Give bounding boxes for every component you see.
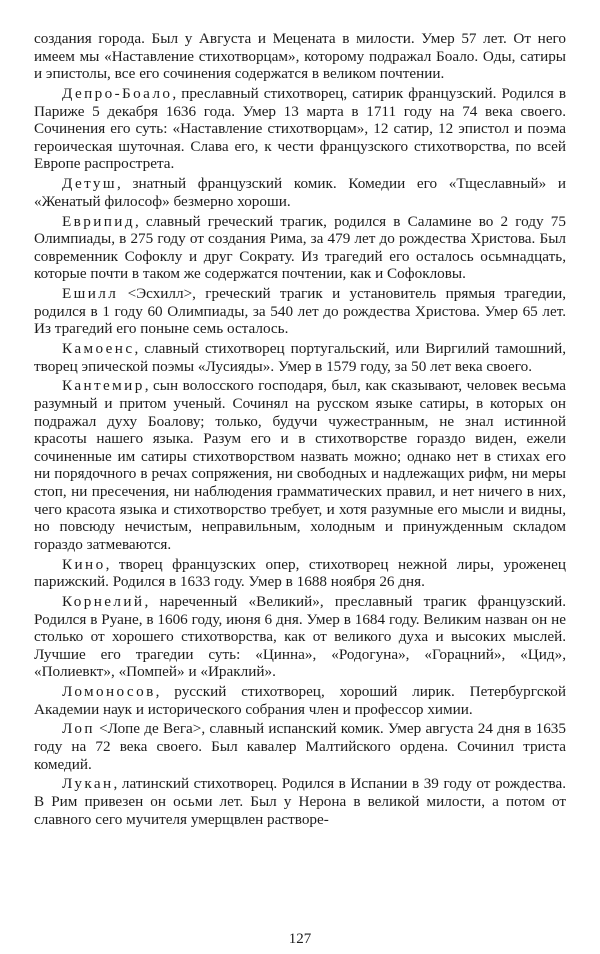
entry-horace-continued <box>34 30 566 83</box>
entry-euripides <box>34 213 566 283</box>
entry-text: , знатный французский комик. Комедии его «Тщеславный» и «Женатый философ» безмерно хороши. <box>34 175 566 210</box>
entry-aeschylus <box>34 285 566 338</box>
page-number: 127 <box>288 931 312 947</box>
entry-destouches <box>34 175 566 210</box>
entry-quinault <box>34 556 566 591</box>
entry-corneille <box>34 593 566 681</box>
entry-headword: Лукан <box>62 775 114 793</box>
entry-camoes <box>34 340 566 375</box>
entry-lope-de-vega <box>34 720 566 773</box>
dictionary-page-body <box>34 30 566 830</box>
entry-text: , сын волосского господаря, был, как сказывают, человек весьма разумный и притом ученый. Сочинял на русском языке сатиры, в которых он подражал духу Боалову; только, будучи чужестранным, не знал истинной красоты нашего языка. Разум его и в стихотворстве гораздо виден, ежели сочиненные им сатиры стихотворством назвать можно; однако нет в стихах его ни порядочного в речах сопряжения, ни свободных и надлежащих рифм, ни меры стоп, ни пресечения, ни наблюдения грамматических правил, и нет ничего в них, чего красота языка и стихотворство требует, и хотя разумные его мысли и видны, но повсюду нечистым, неправильным, холодным и принужденным складом гораздо затмеваются. <box>34 377 566 553</box>
entry-headword: Депро-Боало <box>62 84 173 102</box>
entry-headword: Детуш <box>62 175 118 193</box>
entry-text: , славный греческий трагик, родился в Саламине во 2 году 75 Олимпиады, в 275 году от создания Рима, за 479 лет до рождества Христова. Был современник Софоклу и друг Сократу. Из трагедий его осталось осьмнадцать, которые почти в таком же содержатся почтении, как и Софокловы. <box>34 212 566 283</box>
entry-headword: Камоенс <box>62 340 135 358</box>
entry-text: , славный стихотворец португальский, или Виргилий тамошний, творец эпической поэмы «Лусияды». Умер в 1579 году, за 50 лет века своего. <box>34 340 566 375</box>
entry-lomonosov <box>34 683 566 718</box>
entry-text: , нареченный «Великий», преславный трагик французский. Родился в Руане, в 1606 году, июня 6 дня. Умер в 1684 году. Великим назван он не столько от хорошего стихотворства, как от великого духа и высоких мыслей. Лучшие его трагедии суть: «Цинна», «Родогуна», «Горацний», «Цид», «Полиевкт», «Помпей» и «Ираклий». <box>34 592 566 681</box>
entry-kantemir <box>34 377 566 553</box>
entry-headword: Кино <box>62 555 106 573</box>
entry-text: создания города. Был у Августа и Мецената в милости. Умер 57 лет. От него имеем мы «Наставление стихотворцам», которому подражал Боало. Оды, сатиры и эпистолы, все его сочинения содержатся в великом почтении. <box>34 30 566 83</box>
entry-headword: Корнелий <box>62 592 145 610</box>
entry-text: , латинский стихотворец. Родился в Испании в 39 году от рождества. В Рим привезен он осьми лет. Был у Нерона в великой милости, а потом от славного сего мучителя умерщвлен растворе- <box>34 775 566 828</box>
entry-text: <Лопе де Вега>, славный испанский комик. Умер августа 24 дня в 1635 году на 72 века своего. Был кавалер Малтийского ордена. Сочинил триста комедий. <box>34 720 566 773</box>
entry-headword: Ешилл <box>62 285 119 303</box>
entry-headword: Кантемир <box>62 377 145 395</box>
entry-headword: Еврипид <box>62 212 135 230</box>
entry-boileau <box>34 85 566 173</box>
entry-text: , русский стихотворец, хороший лирик. Петербургской Академии наук и исторического собрания член и профессор химии. <box>34 683 566 718</box>
entry-headword: Лоп <box>62 720 95 738</box>
entry-text: , творец французских опер, стихотворец нежной лиры, уроженец парижский. Родился в 1633 году. Умер в 1688 ноября 26 дня. <box>34 555 566 591</box>
entry-lucan <box>34 775 566 828</box>
entry-text: <Эсхилл>, греческий трагик и установитель прямыя трагедии, родился в 1 году 60 Олимпиады, за 540 лет до рождества Христова. Умер 65 лет. Из трагедий его поныне семь осталось. <box>34 285 566 338</box>
entry-text: , преславный стихотворец, сатирик французский. Родился в Париже 5 декабря 1636 года. Умер 13 марта в 1711 году на 74 века своего. Сочинения его суть: «Наставление стихотворцам», 12 сатир, 12 эпистол и поэма героическая шуточная. Слава его, к чести французского стихотворства, по всей Европе распрострета. <box>34 84 566 173</box>
entry-headword: Ломоносов <box>62 683 156 701</box>
